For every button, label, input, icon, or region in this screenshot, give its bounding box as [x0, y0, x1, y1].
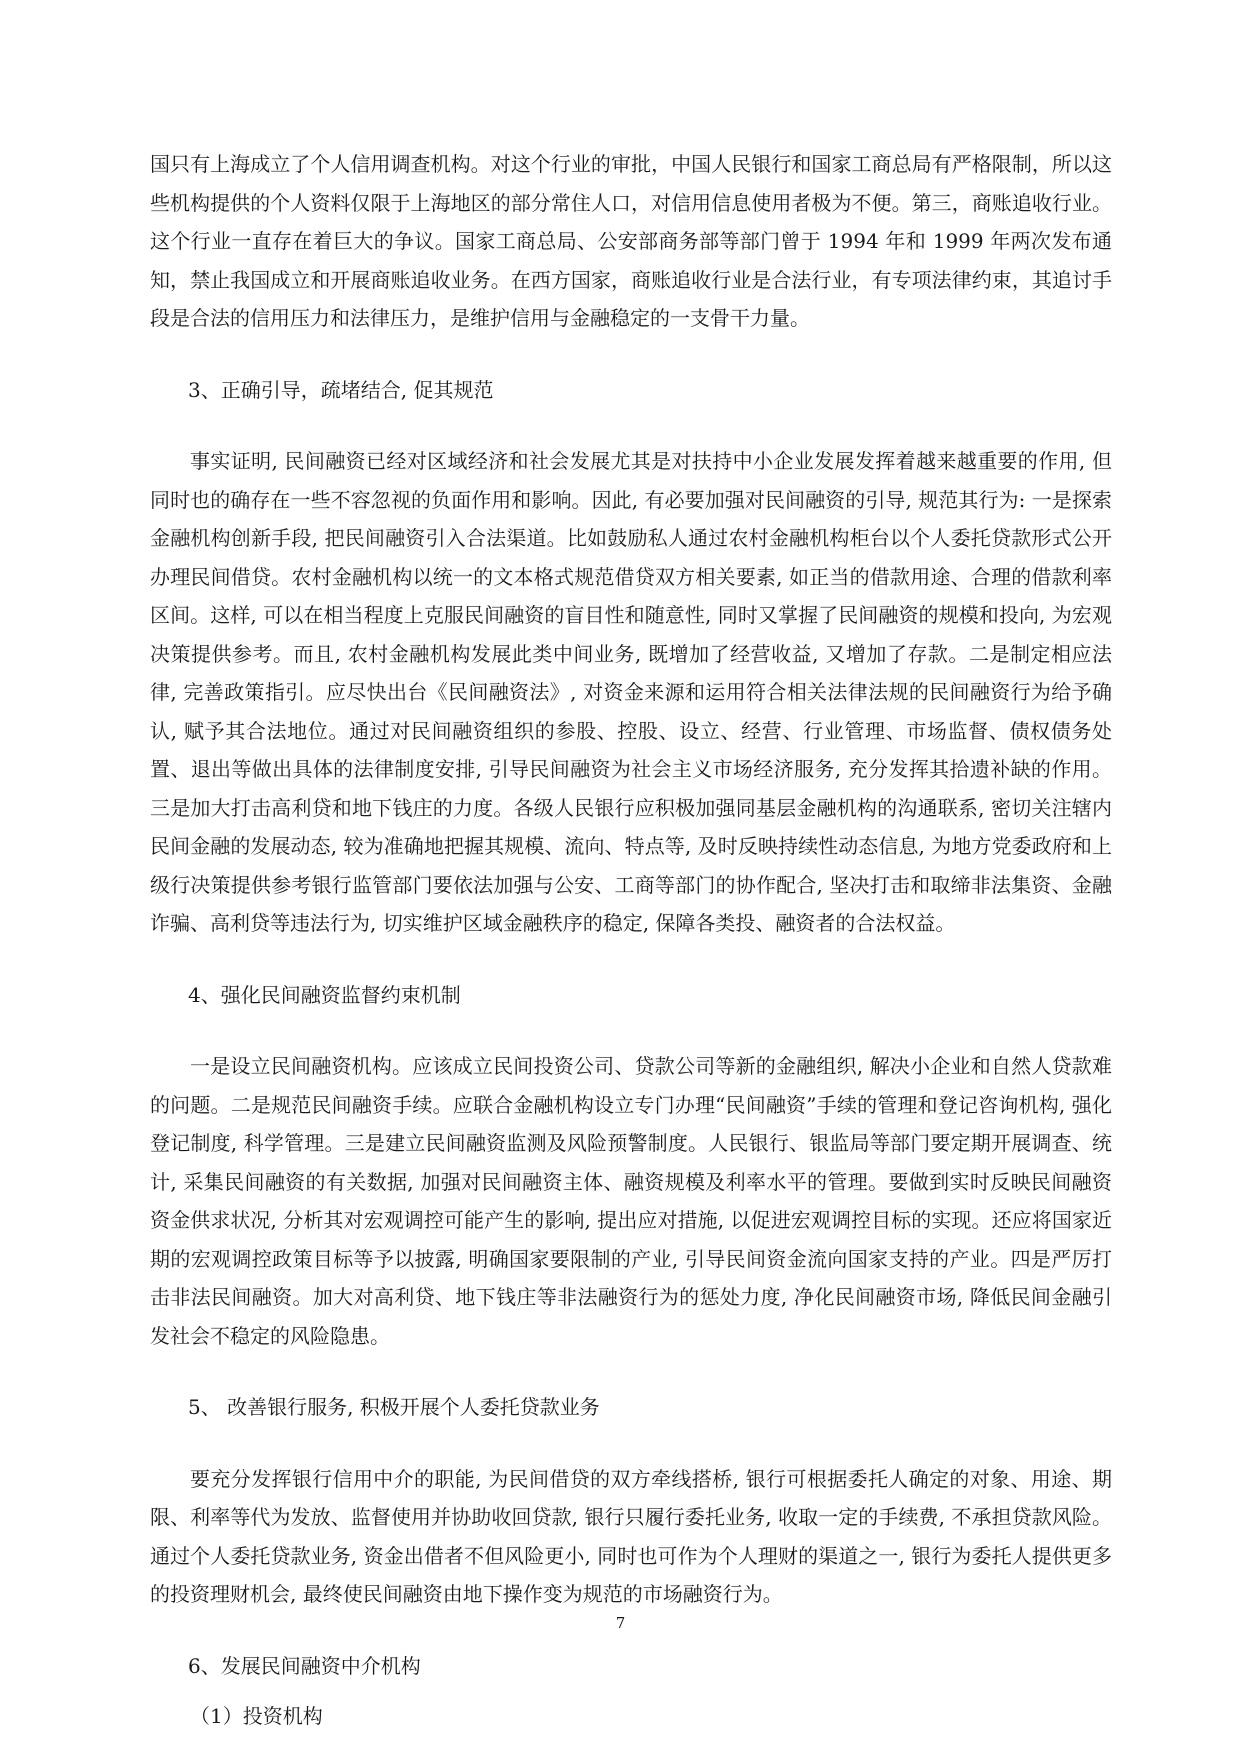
section-heading-4: 4、强化民间融资监督约束机制 [188, 982, 461, 1007]
page-number: 7 [615, 1614, 626, 1632]
paragraph-supervision: 一是设立民间融资机构。应该成立民间投资公司、贷款公司等新的金融组织, 解决小企业和自然人贷款难的问题。二是规范民间融资手续。应联合金融机构设立专门办理“民间融资”手续的管理和登记咨询机构, 强化登记制度, 科学管理。三是建立民间融资监测及风险预警制度。人民银行、银监局等部门要定期开展调查、统计, 采集民间融资的有关数据, 加强对民间融资主体、融资规模及利率水平的管理。要做到实时反映民间融资资金供求状况, 分析其对宏观调控可能产生的影响, 提出应对措施, 以促进宏观调控目标的实现。还应将国家近期的宏观调控政策目标等予以披露, 明确国家要限制的产业, 引导民间资金流向国家支持的产业。四是严厉打击非法民间融资。加大对高利贷、地下钱庄等非法融资行为的惩处力度, 净化民间融资市场, 降低民间金融引发社会不稳定的风险隐患。 [150, 1054, 1112, 1348]
document-page [150, 145, 1112, 1736]
paragraph-credit-industry: 国只有上海成立了个人信用调查机构。对这个行业的审批，中国人民银行和国家工商总局有严格限制，所以这些机构提供的个人资料仅限于上海地区的部分常住人口，对信用信息使用者极为不便。第三，商账追收行业。这个行业一直存在着巨大的争议。国家工商总局、公安部商务部等部门曾于 1994 年和 1999 年两次发布通知，禁止我国成立和开展商账追收业务。在西方国家，商账追收行业是合法行业，有专项法律约束，其追讨手段是合法的信用压力和法律压力，是维护信用与金融稳定的一支骨干力量。 [150, 152, 1112, 330]
paragraph-guidance: 事实证明, 民间融资已经对区域经济和社会发展尤其是对扶持中小企业发展发挥着越来越重要的作用, 但同时也的确存在一些不容忽视的负面作用和影响。因此, 有必要加强对民间融资的引导, 规范其行为: 一是探索金融机构创新手段, 把民间融资引入合法渠道。比如鼓励私人通过农村金融机构柜台以个人委托贷款形式公开办理民间借贷。农村金融机构以统一的文本格式规范借贷双方相关要素, 如正当的借款用途、合理的借款利率区间。这样, 可以在相当程度上克服民间融资的盲目性和随意性, 同时又掌握了民间融资的规模和投向, 为宏观决策提供参考。而且, 农村金融机构发展此类中间业务, 既增加了经营收益, 又增加了存款。二是制定相应法律, 完善政策指引。应尽快出台《民间融资法》, 对资金来源和运用符合相关法律法规的民间融资行为给予确认, 赋予其合法地位。通过对民间融资组织的参股、控股、设立、经营、行业管理、市场监督、债权债务处置、退出等做出具体的法律制度安排, 引导民间融资为社会主义市场经济服务, 充分发挥其拾遗补缺的作用。三是加大打击高利贷和地下钱庄的力度。各级人民银行应积极加强同基层金融机构的沟通联系, 密切关注辖内民间金融的发展动态, 较为准确地把握其规模、流向、特点等, 及时反映持续性动态信息, 为地方党委政府和上级行决策提供参考银行监管部门要依法加强与公安、工商等部门的协作配合, 坚决打击和取缔非法集资、金融诈骗、高利贷等违法行为, 切实维护区域金融秩序的稳定, 保障各类投、融资者的合法权益。 [150, 449, 1112, 935]
subheading-investment-institution: （1）投资机构 [190, 1704, 323, 1728]
section-heading-6: 6、发展民间融资中介机构 [188, 1653, 421, 1678]
section-heading-5: 5、 改善银行服务, 积极开展个人委托贷款业务 [188, 1395, 600, 1419]
section-heading-3: 3、正确引导，疏堵结合, 促其规范 [188, 377, 494, 402]
paragraph-bank-service: 要充分发挥银行信用中介的职能, 为民间借贷的双方牵线搭桥, 银行可根据委托人确定的对象、用途、期限、利率等代为发放、监督使用并协助收回贷款, 银行只履行委托业务, 收取一定的手续费, 不承担贷款风险。通过个人委托贷款业务, 资金出借者不但风险更小, 同时也可作为个人理财的渠道之一, 银行为委托人提供更多的投资理财机会, 最终使民间融资由地下操作变为规范的市场融资行为。 [150, 1466, 1112, 1606]
